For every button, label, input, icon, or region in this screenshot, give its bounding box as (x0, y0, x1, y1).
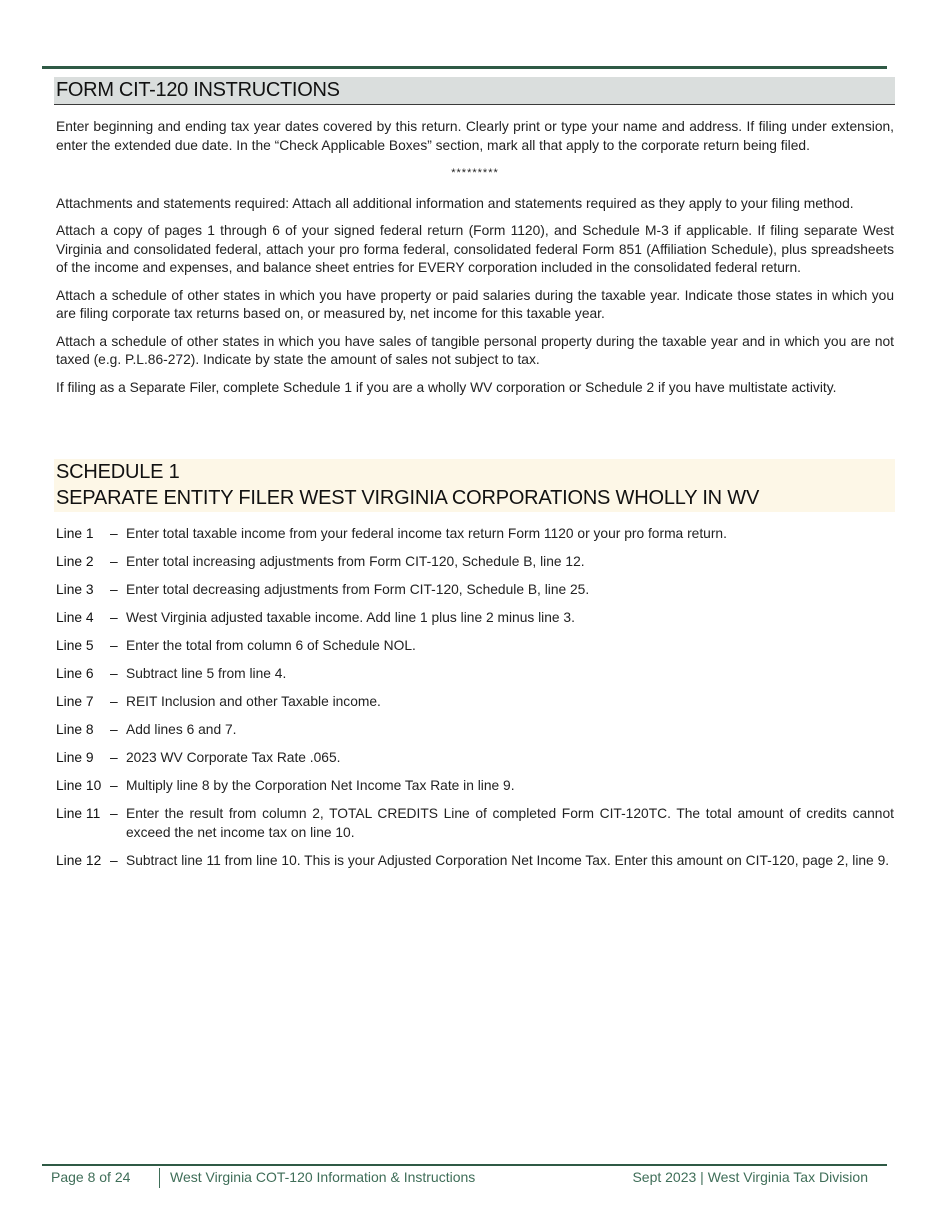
intro-paragraph-other-states-property: Attach a schedule of other states in which you have property or paid salaries during the taxable year. Indicate those states in which you are filing corporate tax returns based on, or measured by, net income for this taxable year. (56, 287, 894, 321)
footer-date-division: Sept 2023 | West Virginia Tax Division (632, 1169, 868, 1185)
intro-paragraph-attachments: Attachments and statements required: Attach all additional information and statements required as they apply to your filing method. (56, 195, 854, 211)
top-rule (42, 66, 887, 69)
line-label: Line 2 (56, 554, 94, 569)
line-text: Subtract line 11 from line 10. This is your Adjusted Corporation Net Income Tax. Enter this amount on CIT-120, page 2, line 9. (126, 852, 890, 868)
line-text: West Virginia adjusted taxable income. Add line 1 plus line 2 minus line 3. (126, 610, 575, 625)
line-label: Line 12 (56, 852, 102, 868)
schedule-subtitle: SEPARATE ENTITY FILER WEST VIRGINIA CORPORATIONS WHOLLY IN WV (56, 487, 760, 509)
line-item (56, 609, 894, 628)
line-label: Line 3 (56, 582, 94, 597)
line-dash: – (110, 750, 118, 765)
line-dash: – (110, 554, 118, 569)
line-item (56, 777, 894, 796)
line-text: Subtract line 5 from line 4. (126, 666, 287, 681)
line-item (56, 721, 894, 740)
line-item (56, 665, 894, 684)
line-label: Line 4 (56, 610, 94, 625)
line-item (56, 525, 894, 544)
line-text: 2023 WV Corporate Tax Rate .065. (126, 750, 341, 765)
line-item (56, 637, 894, 656)
section-heading-bar (54, 77, 895, 105)
line-dash: – (110, 638, 118, 653)
line-item (56, 805, 894, 842)
footer-page-number: Page 8 of 24 (51, 1169, 131, 1185)
intro-paragraph-other-states-sales: Attach a schedule of other states in which you have sales of tangible personal property during the taxable year and in which you are not taxed (e.g. P.L.86-272). Indicate by state the amount of sales not subject to tax. (56, 333, 894, 367)
schedule-lines-list (56, 525, 894, 880)
line-dash: – (110, 852, 118, 868)
line-dash: – (110, 610, 118, 625)
line-label: Line 1 (56, 526, 94, 541)
line-text: Enter total decreasing adjustments from Form CIT-120, Schedule B, line 25. (126, 582, 590, 597)
footer-divider (159, 1168, 160, 1188)
line-dash: – (110, 666, 118, 681)
page-title: FORM CIT-120 INSTRUCTIONS (56, 79, 340, 101)
intro-paragraph-separate-filer: If filing as a Separate Filer, complete Schedule 1 if you are a wholly WV corporation or Schedule 2 if you have multistate activity. (56, 379, 837, 395)
footer-document-title: West Virginia COT-120 Information & Instructions (170, 1169, 476, 1185)
line-text: REIT Inclusion and other Taxable income. (126, 694, 381, 709)
line-text: Enter the result from column 2, TOTAL CREDITS Line of completed Form CIT-120TC. The total amount of credits cannot exceed the net income tax on line 10. (126, 806, 894, 840)
schedule-heading-box (54, 459, 895, 512)
line-dash: – (110, 806, 118, 821)
line-item (56, 693, 894, 712)
line-item (56, 581, 894, 600)
line-item (56, 852, 894, 871)
line-item (56, 749, 894, 768)
separator-stars: ********* (451, 167, 499, 179)
line-dash: – (110, 582, 118, 597)
line-dash: – (110, 778, 118, 793)
line-text: Enter total taxable income from your federal income tax return Form 1120 or your pro forma return. (126, 526, 727, 541)
line-label: Line 8 (56, 722, 94, 737)
intro-paragraph-dates: Enter beginning and ending tax year dates covered by this return. Clearly print or type your name and address. If filing under extension, enter the extended due date. In the “Check Applicable Boxes” section, mark all that apply to the corporate return being filed. (56, 119, 894, 153)
intro-content (56, 118, 894, 406)
line-text: Multiply line 8 by the Corporation Net Income Tax Rate in line 9. (126, 778, 515, 793)
line-label: Line 11 (56, 806, 101, 821)
footer-rule (42, 1164, 887, 1166)
intro-paragraph-federal-return: Attach a copy of pages 1 through 6 of your signed federal return (Form 1120), and Schedule M-3 if applicable. If filing separate West Virginia and consolidated federal, attach your pro forma federal, consolidated federal Form 851 (Affiliation Schedule), plus spreadsheets of the income and expenses, and balance sheet entries for EVERY corporation included in the consolidated federal return. (56, 223, 894, 275)
line-label: Line 10 (56, 778, 102, 793)
line-label: Line 5 (56, 638, 94, 653)
line-label: Line 7 (56, 694, 94, 709)
line-text: Add lines 6 and 7. (126, 722, 237, 737)
line-text: Enter the total from column 6 of Schedule NOL. (126, 638, 416, 653)
line-text: Enter total increasing adjustments from Form CIT-120, Schedule B, line 12. (126, 554, 585, 569)
line-dash: – (110, 526, 118, 541)
line-item (56, 553, 894, 572)
page-footer (0, 1168, 950, 1190)
line-label: Line 6 (56, 666, 94, 681)
schedule-title: SCHEDULE 1 (56, 461, 180, 483)
line-dash: – (110, 722, 118, 737)
line-label: Line 9 (56, 750, 94, 765)
line-dash: – (110, 694, 118, 709)
